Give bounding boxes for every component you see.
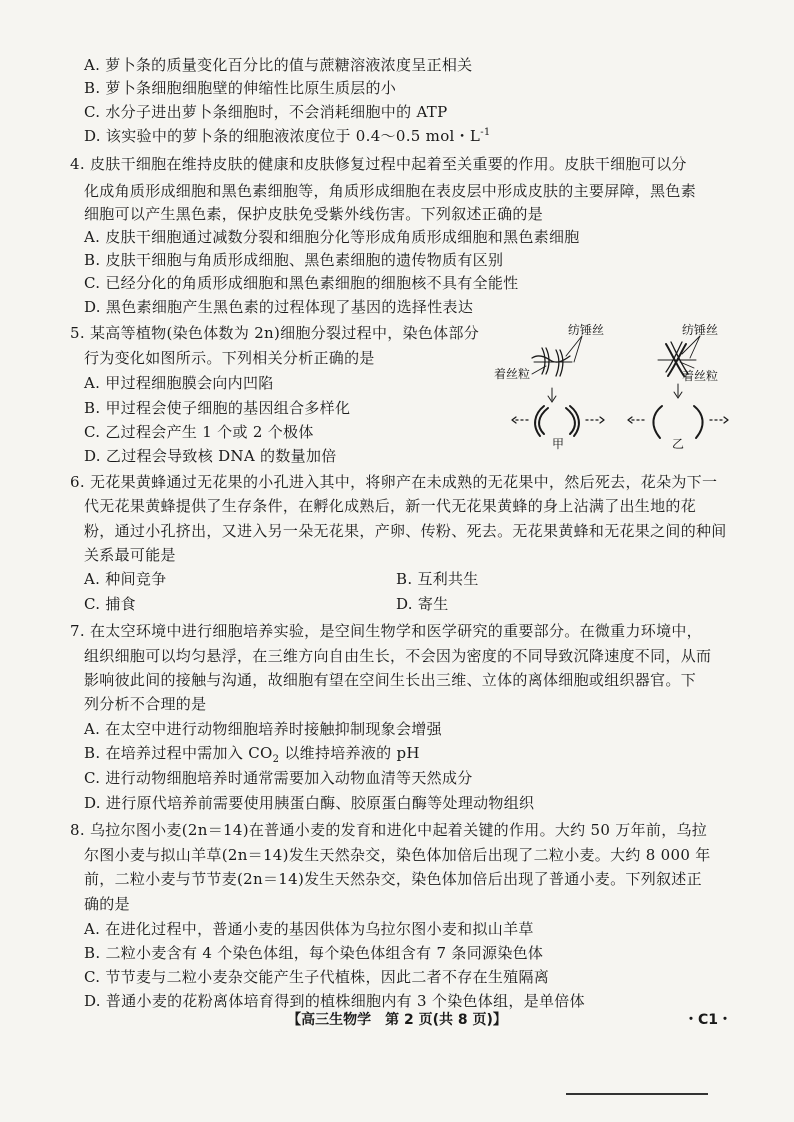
q3-option-d: D. 该实验中的萝卜条的细胞液浓度位于 0.4～0.5 mol・$L^{-1}$ [84,127,491,145]
q6-option-b: B. 互利共生 [396,570,479,588]
q5-stem-line-1: 5. 某高等植物(染色体数为 2n)细胞分裂过程中，染色体部分 [70,324,480,342]
jia-top-chromosomes [532,348,572,376]
q4-stem-line-2: 化成角质形成细胞和黑色素细胞等，角质形成细胞在表皮层中形成皮肤的主要屏障，黑色素 [84,182,697,200]
q8-option-d: D. 普通小麦的花粉离体培育得到的植株细胞内有 3 个染色体组，是单倍体 [84,992,585,1010]
label-centromere-left: 着丝粒 [494,367,531,381]
q5-stem-line-2: 行为变化如图所示。下列相关分析正确的是 [84,349,375,367]
q5-option-a: A. 甲过程细胞膜会向内凹陷 [84,374,274,392]
q7-stem-line-4: 列分析不合理的是 [84,695,207,713]
q8-stem-line-1: 8. 乌拉尔图小麦(2n＝14)在普通小麦的发育和进化中起着关键的作用。大约 50 万年前，乌拉 [70,821,708,839]
q4-option-b: B. 皮肤干细胞与角质形成细胞、黑色素细胞的遗传物质有区别 [84,251,504,269]
q3-option-a: A. 萝卜条的质量变化百分比的值与蔗糖溶液浓度呈正相关 [84,56,473,74]
q5-option-b: B. 甲过程会使子细胞的基因组合多样化 [84,399,351,417]
q4-stem-line-3: 细胞可以产生黑色素，保护皮肤免受紫外线伤害。下列叙述正确的是 [84,205,544,223]
q7-option-c: C. 进行动物细胞培养时通常需要加入动物血清等天然成分 [84,769,473,787]
q7-option-b: B. 在培养过程中需加入 $CO_2$ 以维持培养液的 pH [84,744,420,765]
page-footer [0,1010,794,1030]
q7-stem-line-3: 影响彼此间的接触与沟通，故细胞有望在空间生长出三维、立体的离体细胞或组织器官。下 [84,671,697,689]
cell-division-figure [486,322,748,462]
q8-option-a: A. 在进化过程中，普通小麦的基因供体为乌拉尔图小麦和拟山羊草 [84,920,534,938]
bottom-divider [566,1093,708,1095]
label-yi: 乙 [672,437,685,451]
q4-option-c: C. 已经分化的角质形成细胞和黑色素细胞的细胞核不具有全能性 [84,274,519,292]
q8-stem-line-2: 尔图小麦与拟山羊草(2n＝14)发生天然杂交，染色体加倍后出现了二粒小麦。大约 8 000 年 [84,846,711,864]
q3-option-b: B. 萝卜条细胞细胞壁的伸缩性比原生质层的小 [84,79,397,97]
q7-stem-line-2: 组织细胞可以均匀悬浮，在三维方向自由生长，不会因为密度的不同导致沉降速度不同，从而 [84,647,712,665]
q4-stem-line-1: 4. 皮肤干细胞在维持皮肤的健康和皮肤修复过程中起着至关重要的作用。皮肤干细胞可以分 [70,155,687,173]
q6-option-c: C. 捕食 [84,595,136,613]
q3-option-c: C. 水分子进出萝卜条细胞时，不会消耗细胞中的 ATP [84,103,448,121]
yi-bottom-chromosomes [628,406,728,438]
q7-stem-line-1: 7. 在太空环境中进行细胞培养实验，是空间生物学和医学研究的重要部分。在微重力环境中， [70,622,702,640]
q6-option-a: A. 种间竞争 [84,570,167,588]
q8-stem-line-3: 前，二粒小麦与节节麦(2n＝14)发生天然杂交，染色体加倍后出现了普通小麦。下列叙述正 [84,870,702,888]
q8-stem-line-4: 确的是 [84,895,130,913]
q6-stem-line-2: 代无花果黄蜂提供了生存条件，在孵化成熟后，新一代无花果黄蜂的身上沾满了出生地的花 [84,497,697,515]
q6-stem-line-1: 6. 无花果黄蜂通过无花果的小孔进入其中，将卵产在未成熟的无花果中，然后死去，花朵为下一 [70,473,718,491]
label-spindle-right: 纺锤丝 [682,323,719,337]
q5-option-c: C. 乙过程会产生 1 个或 2 个极体 [84,423,314,441]
cell-division-diagram [486,322,748,462]
q8-option-c: C. 节节麦与二粒小麦杂交能产生子代植株，因此二者不存在生殖隔离 [84,968,550,986]
page-number-label: 【高三生物学 第 2 页(共 8 页)】 [287,1012,507,1028]
jia-bottom-chromosomes [512,406,604,436]
q7-option-a: A. 在太空中进行动物细胞培养时接触抑制现象会增强 [84,720,442,738]
q4-option-a: A. 皮肤干细胞通过减数分裂和细胞分化等形成角质形成细胞和黑色素细胞 [84,228,580,246]
q7-option-d: D. 进行原代培养前需要使用胰蛋白酶、胶原蛋白酶等处理动物组织 [84,794,535,812]
label-jia: 甲 [552,437,565,451]
q8-option-b: B. 二粒小麦含有 4 个染色体组，每个染色体组含有 7 条同源染色体 [84,944,544,962]
q6-option-d: D. 寄生 [396,595,449,613]
label-spindle-left: 纺锤丝 [568,323,605,337]
q4-option-d: D. 黑色素细胞产生黑色素的过程体现了基因的选择性表达 [84,298,474,316]
q6-stem-line-4: 关系最可能是 [84,546,176,564]
q5-option-d: D. 乙过程会导致核 DNA 的数量加倍 [84,447,337,465]
q6-stem-line-3: 粉，通过小孔挤出，又进入另一朵无花果，产卵、传粉、死去。无花果黄蜂和无花果之间的种间 [84,522,727,540]
paper-code: ・C1・ [684,1012,733,1028]
label-centromere-right: 着丝粒 [682,369,719,383]
